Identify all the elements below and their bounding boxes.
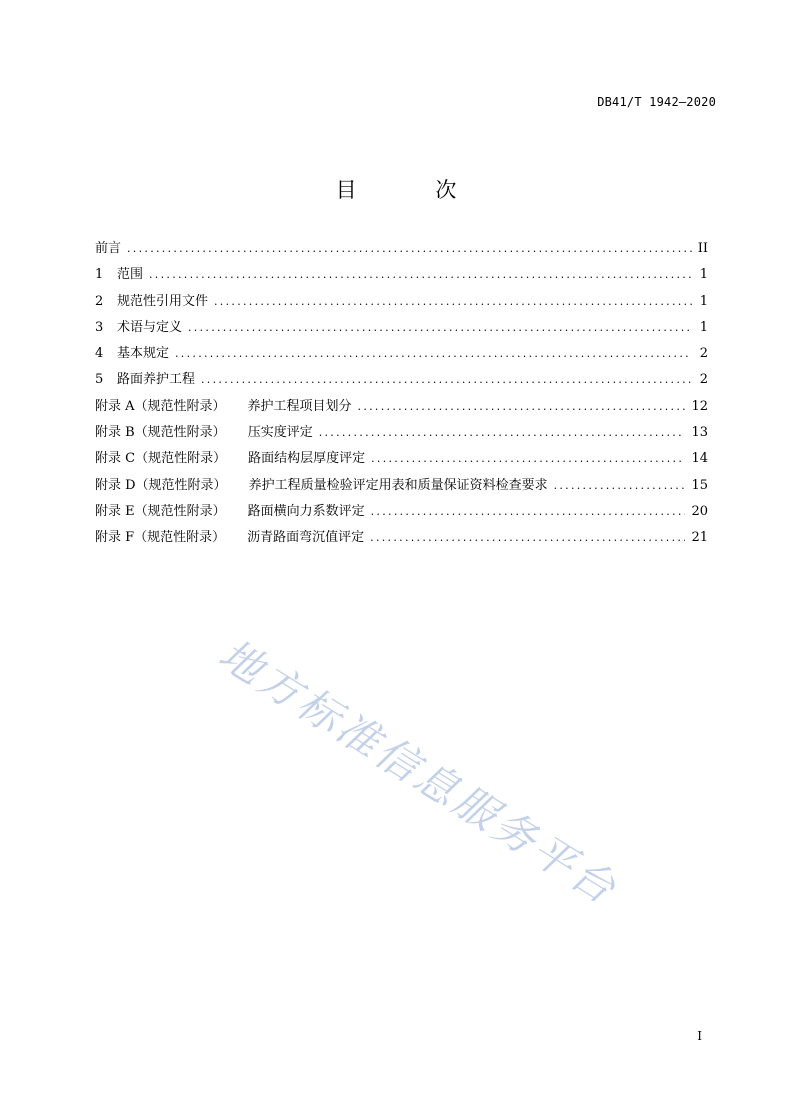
toc-leader-dots bbox=[358, 394, 686, 420]
toc-leader-dots bbox=[214, 289, 692, 315]
toc-leader-dots bbox=[201, 367, 692, 393]
toc-entry-label bbox=[95, 473, 227, 499]
toc-leader-dots bbox=[175, 341, 692, 367]
toc-leader-dots bbox=[554, 473, 686, 499]
toc-entry-page: 13 bbox=[691, 425, 708, 441]
toc-entry-label bbox=[95, 289, 208, 315]
toc-entry-text: 附录 A（规范性附录） bbox=[95, 398, 226, 414]
toc-entry-number: 1 bbox=[95, 267, 104, 283]
toc-entry-page: 20 bbox=[691, 503, 708, 519]
toc-entry-subtitle: 沥青路面弯沉值评定 bbox=[247, 530, 365, 546]
table-of-contents bbox=[95, 236, 708, 552]
toc-entry-page: 1 bbox=[699, 267, 708, 283]
toc-entry-number: 3 bbox=[95, 319, 104, 335]
toc-entry[interactable] bbox=[95, 236, 708, 262]
toc-leader-dots bbox=[319, 420, 686, 446]
toc-leader-dots bbox=[371, 499, 686, 525]
toc-entry-page: 14 bbox=[691, 451, 708, 467]
toc-entry-label bbox=[95, 394, 226, 420]
toc-entry-text: 附录 F（规范性附录） bbox=[95, 530, 226, 546]
toc-leader-dots bbox=[188, 315, 692, 341]
toc-entry-page: II bbox=[697, 241, 708, 256]
toc-entry-page: 2 bbox=[699, 346, 708, 362]
toc-entry-text: 范围 bbox=[117, 267, 144, 283]
toc-entry-text: 附录 B（规范性附录） bbox=[95, 425, 226, 441]
toc-entry-subtitle: 养护工程项目划分 bbox=[247, 398, 352, 414]
page-number: I bbox=[697, 1029, 702, 1043]
toc-entry[interactable] bbox=[95, 394, 708, 420]
toc-entry-page: 15 bbox=[691, 477, 708, 493]
standard-code: DB41/T 1942—2020 bbox=[597, 95, 716, 109]
toc-entry-text: 基本规定 bbox=[117, 346, 170, 362]
toc-entry[interactable] bbox=[95, 420, 708, 446]
toc-entry-subtitle: 路面横向力系数评定 bbox=[247, 503, 365, 519]
watermark: 地方标准信息服务平台 bbox=[210, 629, 627, 915]
toc-entry-number: 5 bbox=[95, 372, 104, 388]
toc-entry[interactable] bbox=[95, 315, 708, 341]
toc-entry[interactable] bbox=[95, 289, 708, 315]
toc-leader-dots bbox=[127, 236, 692, 262]
toc-entry[interactable] bbox=[95, 499, 708, 525]
toc-entry[interactable] bbox=[95, 341, 708, 367]
toc-entry-label bbox=[95, 341, 169, 367]
toc-entry-page: 1 bbox=[699, 293, 708, 309]
toc-entry-subtitle: 压实度评定 bbox=[247, 425, 313, 441]
toc-entry-subtitle: 养护工程质量检验评定用表和质量保证资料检查要求 bbox=[248, 477, 548, 493]
toc-entry-number: 4 bbox=[95, 346, 104, 362]
toc-entry[interactable] bbox=[95, 525, 708, 551]
toc-entry-page: 1 bbox=[699, 319, 708, 335]
toc-entry[interactable] bbox=[95, 367, 708, 393]
toc-entry-text: 附录 D（规范性附录） bbox=[95, 477, 227, 493]
toc-entry-text: 路面养护工程 bbox=[117, 372, 196, 388]
toc-entry-label bbox=[95, 367, 195, 393]
toc-entry-text: 前言 bbox=[95, 241, 122, 256]
toc-entry-page: 21 bbox=[691, 530, 708, 546]
toc-entry-label bbox=[95, 499, 226, 525]
toc-entry-number: 2 bbox=[95, 293, 104, 309]
toc-entry-text: 规范性引用文件 bbox=[117, 293, 209, 309]
toc-entry[interactable] bbox=[95, 446, 708, 472]
toc-entry[interactable] bbox=[95, 262, 708, 288]
toc-entry-page: 12 bbox=[691, 398, 708, 414]
toc-entry-text: 附录 E（规范性附录） bbox=[95, 503, 226, 519]
toc-entry-label bbox=[95, 262, 143, 288]
toc-entry-label bbox=[95, 446, 226, 472]
toc-entry-label bbox=[95, 420, 226, 446]
toc-entry-page: 2 bbox=[699, 372, 708, 388]
toc-entry-label bbox=[95, 525, 225, 551]
toc-leader-dots bbox=[149, 262, 692, 288]
toc-leader-dots bbox=[370, 525, 685, 551]
toc-leader-dots bbox=[371, 446, 685, 472]
toc-entry-label bbox=[95, 315, 182, 341]
toc-entry-subtitle: 路面结构层厚度评定 bbox=[248, 451, 366, 467]
toc-entry-text: 附录 C（规范性附录） bbox=[95, 451, 227, 467]
toc-entry-label bbox=[95, 236, 121, 262]
page-title: 目 次 bbox=[335, 178, 493, 202]
toc-entry[interactable] bbox=[95, 473, 708, 499]
toc-entry-text: 术语与定义 bbox=[117, 319, 183, 335]
